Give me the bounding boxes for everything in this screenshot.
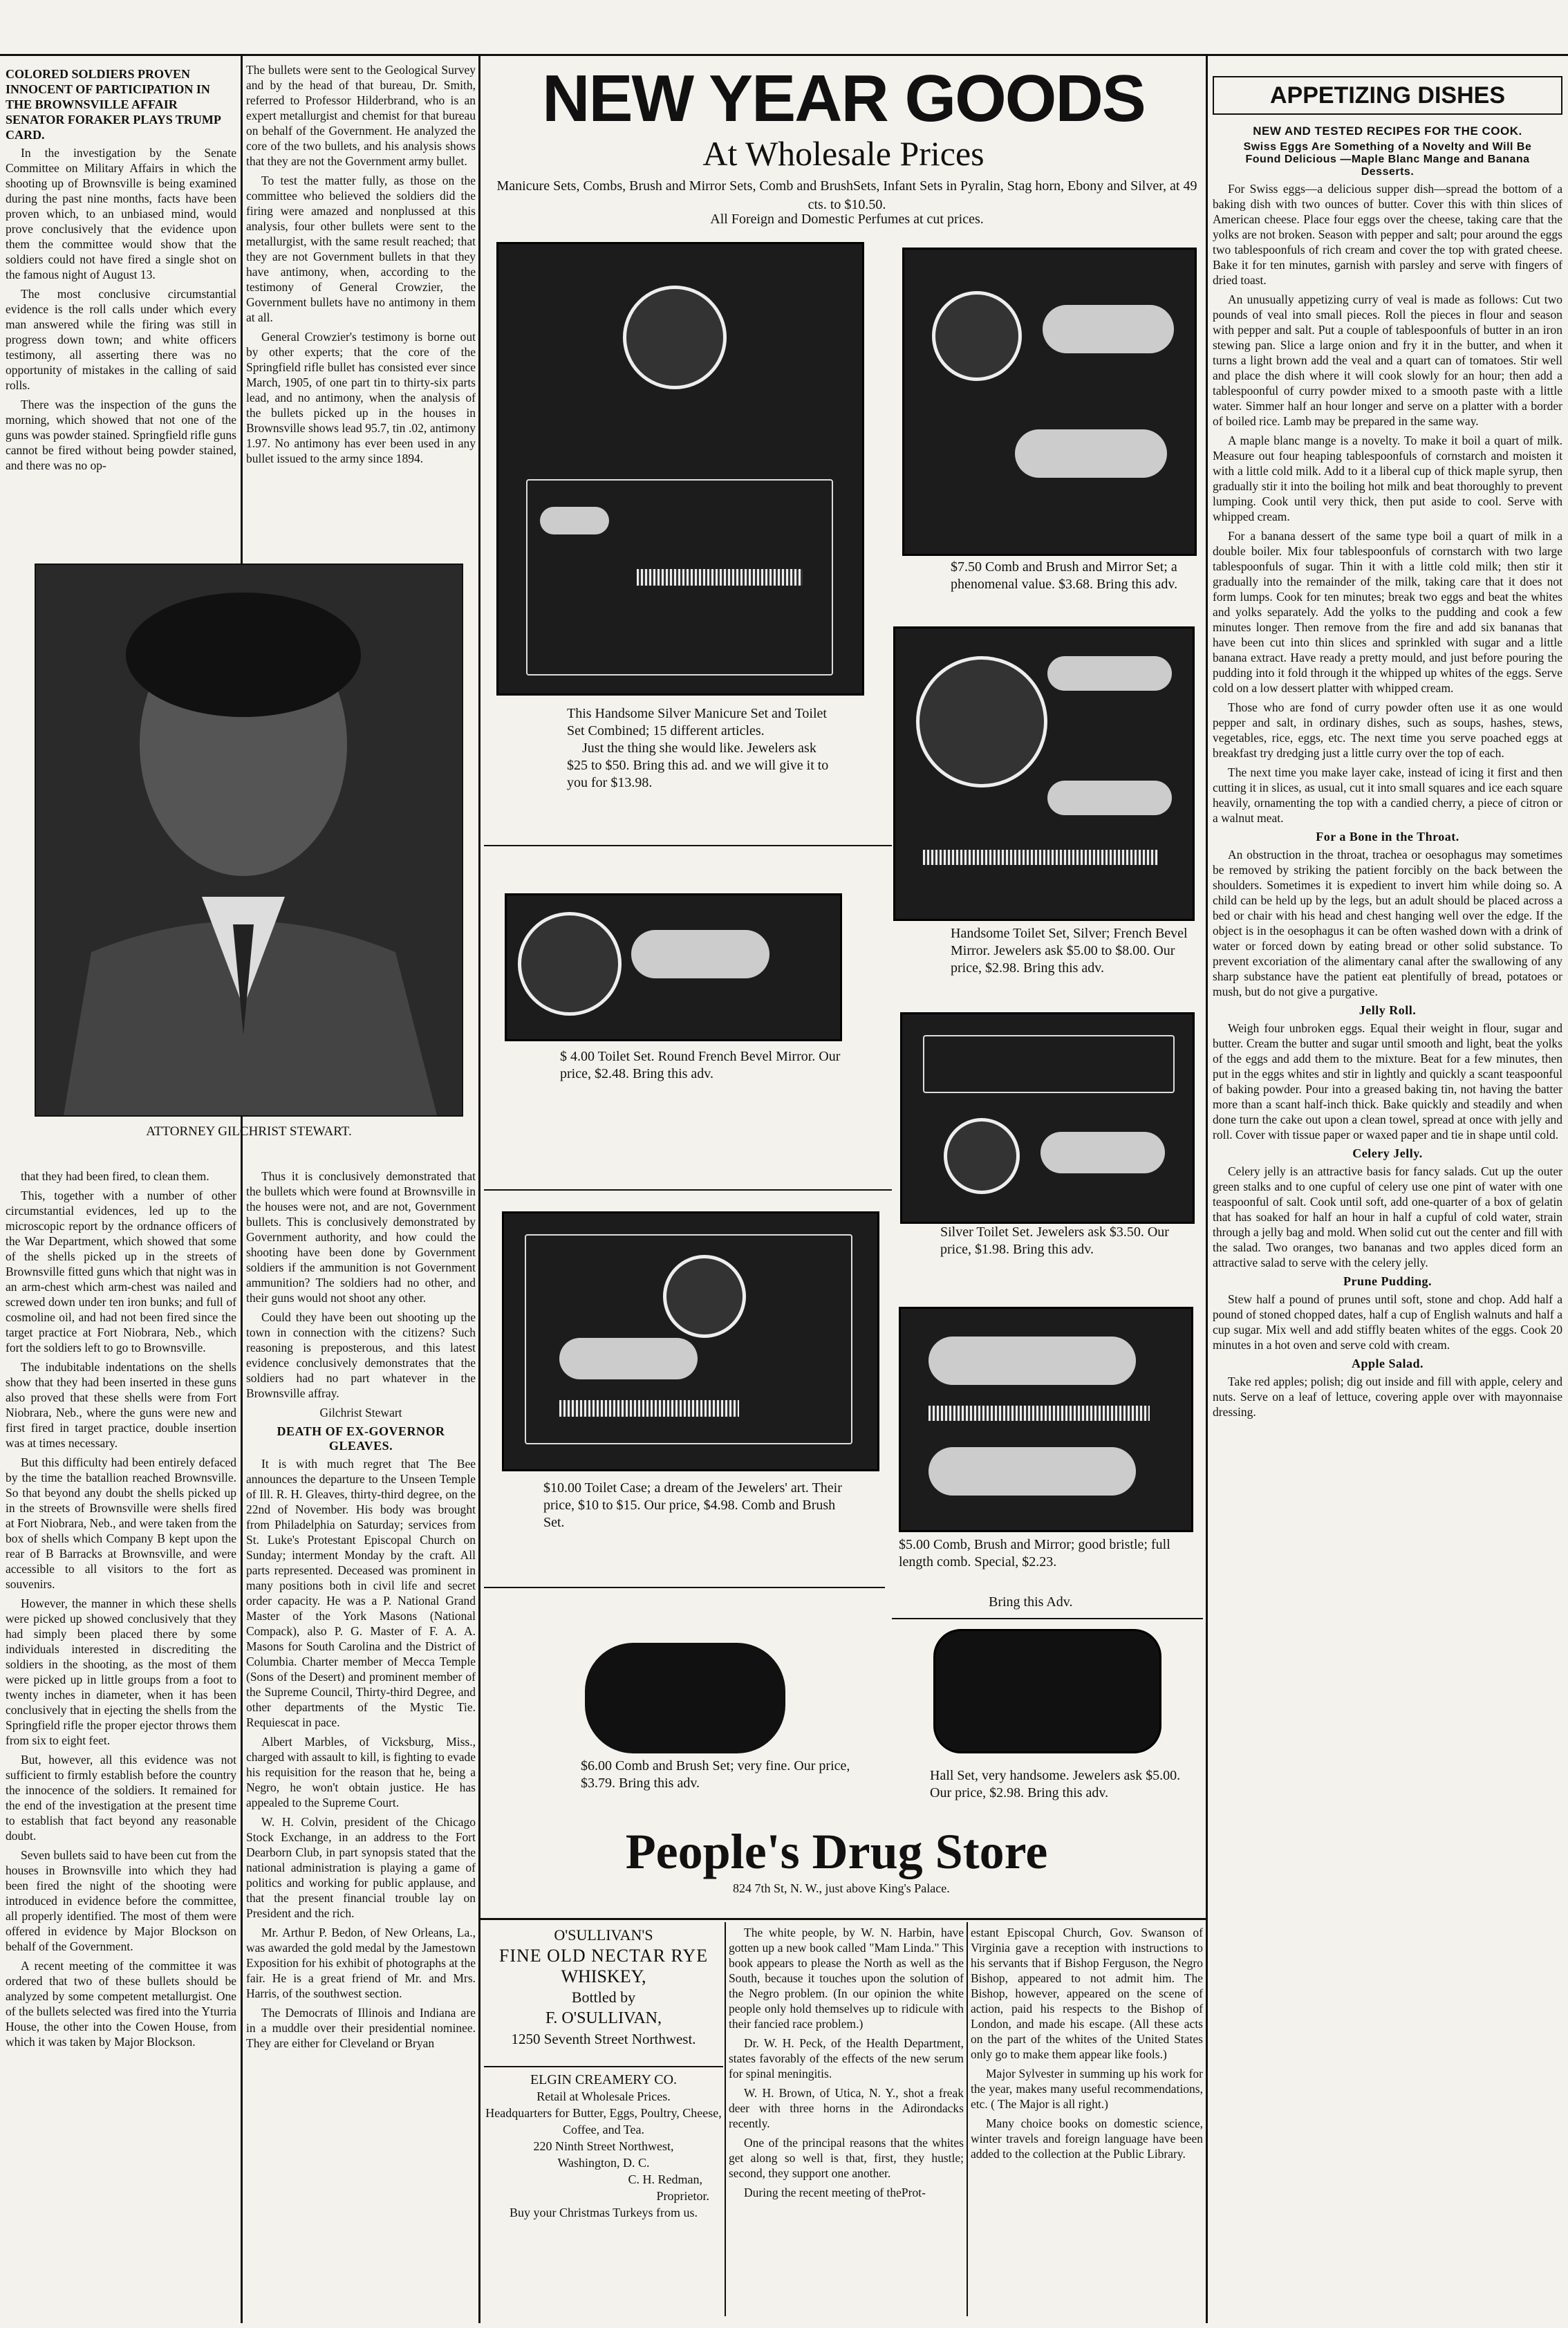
- product-image-comb-brush-mirror-special: [899, 1307, 1193, 1532]
- caption-text: This Handsome Silver Manicure Set and Toilet Set Combined; 15 different articles.: [567, 706, 827, 738]
- photo-caption: ATTORNEY GILCHRIST STEWART.: [146, 1124, 352, 1139]
- column-rule: [725, 1922, 726, 2316]
- ad-divider: [484, 1189, 892, 1191]
- article-paragraph: But, however, all this evidence was not sufficient to firmly establish before the country the innocence of the soldiers. It remained for the end of the investigation at the present time to establish that fact beyond any reasonable doubt.: [6, 1753, 236, 1843]
- column-rule: [967, 1922, 968, 2316]
- recipe-paragraph: An unusually appetizing curry of veal is made as follows: Cut two pounds of veal into small pieces. Roll the pieces in flour and season with pepper and salt. Put a couple of tablespoonfuls of butter in an iron stewing pan. Slice a large onion and fry it in the butter, and when it turns a light brown add the veal and a quart can of tomatoes. Stir well and place the dish where it will cook slowly for an hour; then add a tablespoonful of curry powder mixed to a smooth paste with a little water. Simmer half an hour longer and serve on a platter with a border of boiled rice. Lamb may be prepared in the same way.: [1213, 292, 1562, 428]
- ad-line: FINE OLD NECTAR RYE: [498, 1946, 709, 1966]
- article-paragraph: The most conclusive circumstantial evidence is the roll calls under which every man answered while the firing was still in progress down town; and white officers testimony, all asserting there was no opportunity of mistakes in the calling of said rolls.: [6, 287, 236, 392]
- product-caption-comb-brush-set: $6.00 Comb and Brush Set; very fine. Our price, $3.79. Bring this adv.: [581, 1758, 850, 1791]
- product-caption-silver-toilet-set: Silver Toilet Set. Jewelers ask $3.50. Our price, $1.98. Bring this adv.: [940, 1224, 1169, 1257]
- recipe-paragraph: Take red apples; polish; dig out inside and fill with apple, celery and nuts. Serve on a leaf of lettuce, covering apple over with mayonnaise dressing.: [1213, 1375, 1562, 1419]
- ad-title: NEW YEAR GOODS: [542, 62, 1145, 136]
- ad-line: Bottled by: [571, 1989, 636, 2006]
- news-paragraph: The white people, by W. N. Harbin, have gotten up a new book called "Mam Linda." This book appears to please the North as well as the South, because it touches upon the solution of the Negro problem. (In our opinion the white people only hold themselves up to ridicule with their fancied race problem.): [729, 1926, 964, 2031]
- recipe-paragraph: A maple blanc mange is a novelty. To make it boil a quart of milk. Measure out four heaping tablespoonfuls of cornstarch and moisten it with a little cold milk. Add to it a liberal cup of thick maple syrup, then gradually stir it into the boiling hot milk and beat thoroughly to prevent lumping. Cook until very thick, then put aside to cool. Serve with whipped cream.: [1213, 434, 1562, 523]
- ad-line: 220 Ninth Street Northwest,: [533, 2139, 674, 2153]
- article-paragraph: Thus it is conclusively demonstrated that the bullets which were found at Brownsville in the houses were not, and are not, Government bullets. This is conclusively demonstrated by Government authority, and how could the shooting have been done by Government soldiers if the ammunition is not Government ammunition? The soldiers had no other, and their guns would not shoot any other.: [246, 1169, 476, 1305]
- article-paragraph: Albert Marbles, of Vicksburg, Miss., charged with assault to kill, is fighting to evade his requisition for the reason that he, being a Negro, he won't obtain justice. He has appealed to the Supreme Court.: [246, 1735, 476, 1809]
- article-paragraph: But this difficulty had been entirely defaced by the time the batallion reached Brownsville. So that beyond any doubt the shells picked up in the streets of Brownsville were shells fired at Fort Niobrara, Neb., and were taken from the box of shells which Company B kept upon the rear of B Barracks at Brownsville, and were accessible to all visitors to the fort as souvenirs.: [6, 1455, 236, 1591]
- product-caption-toilet-case: $10.00 Toilet Case; a dream of the Jewelers' art. Their price, $10 to $15. Our price, $4.98. Comb and Brush Set.: [543, 1480, 842, 1530]
- article-paragraph: Seven bullets said to have been cut from the houses in Brownsville into which they had been fired the night of the shooting were introduced in evidence before the committee, all properly identified. The most of them were offered in evidence by Major Blockson on behalf of the Government.: [6, 1848, 236, 1953]
- recipes-subtitle: NEW AND TESTED RECIPES FOR THE COOK.: [1253, 124, 1522, 138]
- recipe-paragraph: Celery jelly is an attractive basis for fancy salads. Cut up the outer green stalks and to one cupful of celery use one pint of water with one teaspoonful of salt. Cook until soft, add one-quarter of a box of gelatin that has soaked for half an hour in half a cupful of cold water, strain through a jelly bag and mold. When solid cut out the center and fill with the salad. Two oranges, two bananas and two apples diced form an attractive salad to serve with the celery jelly.: [1213, 1164, 1562, 1269]
- death-headline: DEATH OF EX-GOVERNOR GLEAVES.: [277, 1424, 445, 1453]
- news-briefs-left: [729, 1925, 964, 2312]
- news-paragraph: Dr. W. H. Peck, of the Health Department, states favorably of the effects of the new serum for spinal meningitis.: [729, 2036, 964, 2080]
- product-caption-manicure-set: [567, 705, 843, 857]
- product-caption-comb-brush-mirror-special: $5.00 Comb, Brush and Mirror; good bristle; full length comb. Special, $2.23.: [899, 1537, 1170, 1570]
- portrait-photo: [35, 564, 463, 1117]
- store-name: People's Drug Store: [625, 1824, 1048, 1879]
- ad-line: WHISKEY,: [561, 1966, 646, 1986]
- product-image-manicure-set: [496, 242, 864, 696]
- article-column-1-bottom: [6, 1168, 236, 2316]
- ad-line: 1250 Seventh Street Northwest.: [511, 2031, 696, 2047]
- recipe-paragraph: An obstruction in the throat, trachea or oesophagus may sometimes be removed by striking the patient forcibly on the back between the shoulders. Sometimes it is expedient to invert him while doing so. A child can be held up by the legs, but an adult should be placed across a bed or chair with his head and chest hanging well over the edge. If the object is in the oesophagus it can be often washed down with a drink of water or forced down by eating bread or other solid substance. To prevent excoriation of the alimentary canal after the swallowing of any sharp substance have the patient eat plentifully of bread, potatoes or mush, but do not give a purgative.: [1213, 848, 1562, 998]
- article-column-1-top: [6, 62, 236, 546]
- osullivan-advertisement: [484, 1925, 723, 2063]
- article-paragraph: However, the manner in which these shells were picked up showed conclusively that they had simply been placed there by some individuals interested in discrediting the soldiers in the shooting, as the most of them were picked up in little groups from a foot to twenty inches in diameter, when it has been conclusively that in ejecting the shells from the Springfield rifle the proper ejector throws them from six to eight feet.: [6, 1596, 236, 1747]
- article-paragraph: The Democrats of Illinois and Indiana are in a muddle over their presidential nominee. They are either for Cleveland or Bryan: [246, 2006, 476, 2050]
- recipe-heading: For a Bone in the Throat.: [1316, 830, 1459, 844]
- elgin-advertisement: [484, 2071, 723, 2279]
- ad-intro-perfumes: All Foreign and Domestic Perfumes at cut prices.: [710, 212, 984, 227]
- news-paragraph: One of the principal reasons that the whites get along so well is that, first, they hustle; second, they support one another.: [729, 2136, 964, 2180]
- product-image-toilet-set-silver: [893, 626, 1195, 921]
- article-paragraph: There was the inspection of the guns the morning, which showed that not one of the guns was powder stained. Springfield rifle guns cannot be fired without being powder stained, and there was no op-: [6, 398, 236, 472]
- article-signature: Gilchrist Stewart: [319, 1406, 402, 1419]
- recipes-deck: Swiss Eggs Are Something of a Novelty and Will Be Found Delicious —Maple Blanc Mange and Banana Desserts.: [1243, 141, 1532, 178]
- product-caption-comb-brush-mirror: $7.50 Comb and Brush and Mirror Set; a phenomenal value. $3.68. Bring this adv.: [951, 559, 1178, 592]
- article-paragraph: The bullets were sent to the Geological Survey and by the head of that bureau, Dr. Smith, referred to Professor Hilderbrand, who is an expert metallurgist and chemist for that bureau on behalf of the Government. He analyzed the core of the two bullets, and his analysis shows that they are not the Government army bullet.: [246, 63, 476, 168]
- ad-line: Washington, D. C.: [557, 2156, 650, 2170]
- caption-text: Just the thing she would like. Jewelers ask: [582, 741, 816, 756]
- ad-line: Proprietor.: [656, 2189, 709, 2203]
- column-rule: [1206, 55, 1208, 2323]
- ad-line: F. O'SULLIVAN,: [545, 2009, 662, 2027]
- ad-line: C. H. Redman,: [628, 2172, 702, 2186]
- article-paragraph: Mr. Arthur P. Bedon, of New Orleans, La., was awarded the gold medal by the Jamestown Exposition for his exhibit of photographs at the fair. He is a great friend of Mr. and Mrs. Harris, of the southwest section.: [246, 1926, 476, 2000]
- article-paragraph: General Crowzier's testimony is borne out by other experts; that the core of the Springfield rifle bullet has consisted ever since March, 1905, of one part tin to thirty-six parts lead, and no antimony, when the analysis of the bullets picked up in the houses in Brownsville shows lead 95.7, tin .02, antimony 1.97. No antimony has ever been used in any bullet issued to the army since 1894.: [246, 330, 476, 465]
- article-paragraph: In the investigation by the Senate Committee on Military Affairs in which the shooting up of Brownsville is being examined during the past nine months, facts have been proven which, to an unbiased mind, would prove conclusively that the evidence upon them the committee would show that the soldiers could not have fired a single shot on the famous night of August 13.: [6, 146, 236, 281]
- top-rule: [0, 54, 1568, 56]
- news-paragraph: Many choice books on domestic science, winter travels and foreign language have been added to the collection at the Public Library.: [971, 2116, 1203, 2161]
- news-paragraph: During the recent meeting of theProt-: [744, 2186, 926, 2199]
- ad-line: O'SULLIVAN'S: [554, 1926, 653, 1944]
- product-image-toilet-case: [502, 1211, 879, 1471]
- ad-line: Buy your Christmas Turkeys from us.: [509, 2206, 698, 2219]
- product-caption-toilet-set-silver: Handsome Toilet Set, Silver; French Bevel Mirror. Jewelers ask $5.00 to $8.00. Our price, $2.98. Bring this adv.: [951, 926, 1188, 976]
- ad-line: Retail at Wholesale Prices.: [536, 2089, 671, 2103]
- news-paragraph: Major Sylvester in summing up his work for the year, makes many useful recommendations, etc. ( The Major is all right.): [971, 2067, 1203, 2111]
- section-rule: [480, 1918, 1206, 1920]
- store-address: 824 7th St, N. W., just above King's Palace.: [733, 1881, 950, 1895]
- ad-divider: [484, 1587, 885, 1588]
- product-caption-round-mirror-set: $ 4.00 Toilet Set. Round French Bevel Mirror. Our price, $2.48. Bring this adv.: [560, 1049, 841, 1081]
- ad-intro: Manicure Sets, Combs, Brush and Mirror Sets, Comb and BrushSets, Infant Sets in Pyralin, Stag horn, Ebony and Silver, at 49 cts. to $10.50.: [496, 178, 1197, 212]
- recipe-heading: Prune Pudding.: [1343, 1274, 1432, 1288]
- article-paragraph: Could they have been out shooting up the town in connection with the citizens? Such reasoning is preposterous, and this latest evidence conclusively demonstrates that the soldiers had no part whatever in the Brownsville affray.: [246, 1310, 476, 1400]
- article-paragraph: This, together with a number of other circumstantial evidences, led up to the microscopic report by the ordnance officers of the War Department, which showed that some of the shells picked up in the streets of Brownsville fitted guns which that night was in an arm-chest which arm-chest was nailed and screwed down under ten iron bunks; and full of cosmoline oil, and had not been fired since the target practice at Fort Niobrara, Neb., which fort the soldiers left to go to Brownsville.: [6, 1189, 236, 1354]
- article-paragraph: that they had been fired, to clean them.: [21, 1169, 209, 1183]
- recipe-paragraph: For Swiss eggs—a delicious supper dish—spread the bottom of a baking dish with two ounces of butter. Cover this with thin slices of American cheese. Place four eggs over the cheese, taking care that the yolks are not broken. Season with pepper and salt; pour around the eggs two tablespoonfuls of rich cream and cover the top with grated cheese. Bake it for ten minutes, garnish with parsley and serve with fingers of dried toast.: [1213, 182, 1562, 287]
- recipes-title: APPETIZING DISHES: [1213, 76, 1562, 115]
- article-paragraph: The indubitable indentations on the shells show that they had been inserted in these guns also proved that these shells were from Fort Niobrara, Neb., where the guns were new and first fired in target practice, double insertion was at times necessary.: [6, 1360, 236, 1450]
- article-column-2-top: [246, 62, 476, 560]
- ad-divider: [484, 2066, 723, 2067]
- product-caption-hall-set: Hall Set, very handsome. Jewelers ask $5.00. Our price, $2.98. Bring this adv.: [930, 1768, 1181, 1800]
- recipe-paragraph: Those who are fond of curry powder often use it as one would pepper and salt, in ordinary dishes, such as soups, hashes, stews, vegetables, rice, eggs, etc. The next time you serve poached eggs at breakfast try dredging just a little curry over the top of each.: [1213, 700, 1562, 760]
- ad-divider: [484, 845, 892, 846]
- article-paragraph: A recent meeting of the committee it was ordered that two of these bullets should be analyzed by some competent metallurgist. One of the bullets selected was fired into the Yturria House, the other into the Cowen House, from which it was taken by Major Blockson.: [6, 1959, 236, 2049]
- recipe-heading: Jelly Roll.: [1359, 1003, 1417, 1017]
- ad-divider: [892, 1618, 1203, 1619]
- ad-line: ELGIN CREAMERY CO.: [530, 2072, 678, 2087]
- recipes-column: [1213, 122, 1562, 2320]
- product-image-silver-toilet-set: [900, 1012, 1195, 1224]
- product-image-comb-brush-mirror: [902, 248, 1197, 556]
- news-paragraph: W. H. Brown, of Utica, N. Y., shot a freak deer with three horns in the Adirondacks recently.: [729, 2086, 964, 2130]
- recipe-paragraph: Weigh four unbroken eggs. Equal their weight in flour, sugar and butter. Cream the butter and sugar until smooth and light, beat the yolks of the eggs and add them to the mixture. Beat for a few minutes, then put in the eggs whites and stir in lightly and quickly a scant teaspoonful of baking powder. Pour into a greased baking tin, not having the batter more than a scant half-inch thick. Bake quickly and steadily and when done turn the cake out upon a clean towel, spread at once with jelly and roll. Cover with tissue paper or waxed paper and tie in shape until cold.: [1213, 1021, 1562, 1142]
- recipe-paragraph: Stew half a pound of prunes until soft, stone and chop. Add half a pound of stoned chopped dates, half a cup of English walnuts and half a cup sugar. Mix well and add stiffly beaten whites of the eggs. Cook 20 minutes in a hot oven and serve cold with cream.: [1213, 1292, 1562, 1352]
- article-column-2-bottom: [246, 1168, 476, 2316]
- ad-subtitle: At Wholesale Prices: [702, 134, 984, 173]
- news-briefs-right: [971, 1925, 1203, 2312]
- article-paragraph: To test the matter fully, as those on the committee who believed the soldiers did the firing were amazed and nonplussed at this analysis, four other bullets were sent to the metallurgist, with the same result reached; that they are not Government bullets in that they have antimony, when, according to the testimony of General Crowzier, the Government bullets have no antimony in them at all.: [246, 174, 476, 324]
- ad-line: Headquarters for Butter, Eggs, Poultry, Cheese, Coffee, and Tea.: [485, 2106, 722, 2136]
- article-paragraph: W. H. Colvin, president of the Chicago Stock Exchange, in an address to the Fort Dearborn Club, in part synopsis stated that the national administration is playing a game of politics and working for public applause, and that the present financial trouble lay on President and the rich.: [246, 1815, 476, 1920]
- recipe-heading: Celery Jelly.: [1352, 1146, 1423, 1160]
- product-caption-bring-adv: Bring this Adv.: [989, 1594, 1073, 1610]
- caption-text: $25 to $50. Bring this ad. and we will give it to you for $13.98.: [567, 758, 829, 790]
- product-image-comb-brush-set: [585, 1643, 785, 1753]
- product-image-hall-set: [933, 1629, 1161, 1753]
- product-image-round-mirror-set: [505, 893, 842, 1041]
- recipe-heading: Apple Salad.: [1351, 1357, 1424, 1370]
- article-paragraph: It is with much regret that The Bee announces the departure to the Unseen Temple of Ill. R. H. Gleaves, thirty-third degree, on the 22nd of November. His body was brought from Philadelphia on Saturday; services from St. Luke's Protestant Episcopal Church on Sunday; interment Monday by the craft. All parts represented. Deceased was prominent in many positions both in civil life and secret order capacity. He was a P. National Grand Master of the York Masons (National Compack), also P. G. Master of F. A. A. Masons for South Carolina and the District of Columbia. Charter member of Mecca Temple (Sons of the Desert) and prominent member of the Supreme Council, Thirty-third Degree, and other departments of the Mystic Tie. Requiescat in pace.: [246, 1457, 476, 1729]
- article-headline: COLORED SOLDIERS PROVEN INNOCENT OF PARTICIPATION IN THE BROWNSVILLE AFFAIR SENATOR FORAKER PLAYS TRUMP CARD.: [6, 67, 221, 142]
- column-rule: [478, 55, 480, 2323]
- news-paragraph: estant Episcopal Church, Gov. Swanson of Virginia gave a reception with instructions to his servants that if Bishop Ferguson, the Negro Bishop, appeared to not admit him. The Bishop, however, appeared on the scene of action, paid his respects to the Bishop of London, and made his escape. (All these acts on the part of the whites of the United States only go to make them appear like fools.): [971, 1926, 1203, 2061]
- recipe-paragraph: For a banana dessert of the same type boil a quart of milk in a double boiler. Mix four tablespoonfuls of cornstarch with two large tablespoonfuls of sugar. Thin it with a little cold milk; then stir it gradually into the remainder of the milk, taking care that it does not form lumps. Cook for ten minutes; break two eggs and beat the whites and yolks separately. Add the yolks to the pudding and cook a few minutes longer. Then remove from the fire and add six bananas that have been cut into thin slices and sprinkled with sugar and a little banana extract. Have ready a pretty mould, and just before pouring the pudding into it fold through it the whipped up whites of the eggs. Serve cold on a low dessert platter with whipped cream.: [1213, 529, 1562, 695]
- recipe-paragraph: The next time you make layer cake, instead of icing it first and then cutting it in slices, as usual, cut it into small squares and ice each square heavily, ornamenting the top with a candied cherry, a piece of citron or a walnut meat.: [1213, 765, 1562, 825]
- column-rule: [241, 55, 243, 2323]
- portrait-illustration: [36, 565, 462, 1115]
